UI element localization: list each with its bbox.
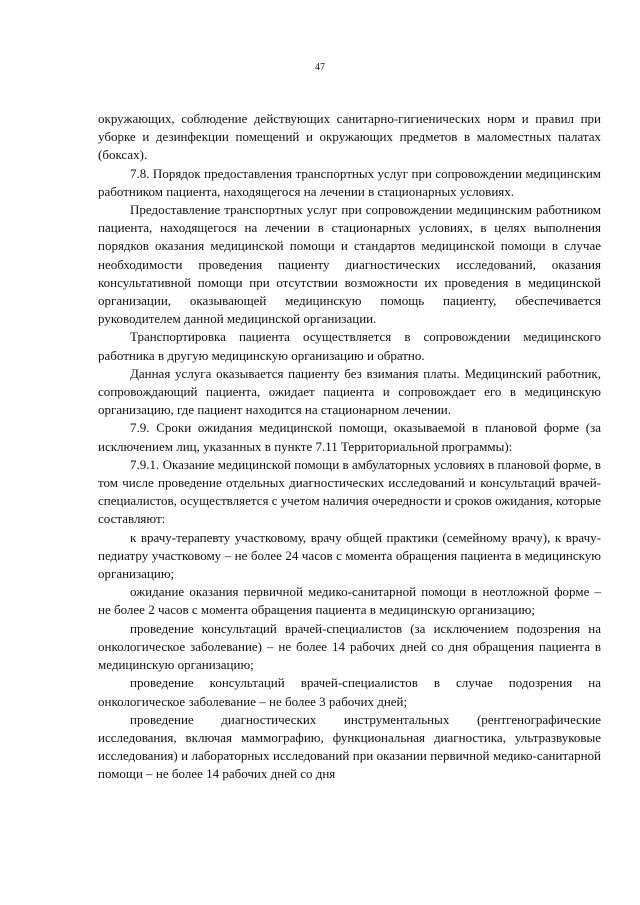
list-item-urgent-care: ожидание оказания первичной медико-санитарной помощи в неотложной форме – не более 2 часов с момента обращения пациента в медицинскую организацию; — [98, 584, 601, 618]
paragraph-transportation: Транспортировка пациента осуществляется в сопровождении медицинского работника в другую медицинскую организацию и обратно. — [98, 329, 601, 363]
paragraph-transport-services: Предоставление транспортных услуг при сопровождении медицинским работником пациента, находящегося на лечении в стационарных условиях, в целях выполнения порядков оказания медицинской помощи и стандартов медицинской помощи в случае необходимости проведения пациенту диагностических исследований, оказания консультативной помощи при отсутствии возможности их проведения в медицинской организации, оказывающей медицинскую помощь пациенту, обеспечивается руководителем данной медицинской организации. — [98, 202, 601, 327]
paragraph-7-9-1: 7.9.1. Оказание медицинской помощи в амбулаторных условиях в плановой форме, в том числе проведение отдельных диагностических исследований и консультаций врачей-специалистов, осуществляется с учетом наличия очередности и сроков ожидания, которые составляют: — [98, 456, 601, 527]
paragraph-continuation: окружающих, соблюдение действующих санитарно-гигиенических норм и правил при уборке и дезинфекции помещений и окружающих предметов в маломестных палатах (боксах). — [98, 111, 601, 163]
paragraph-7-9-heading: 7.9. Сроки ожидания медицинской помощи, оказываемой в плановой форме (за исключением лиц, указанных в пункте 7.11 Территориальной программы): — [98, 420, 601, 454]
document-body — [98, 110, 601, 784]
list-item-therapist: к врачу-терапевту участковому, врачу общей практики (семейному врачу), к врачу-педиатру участковому – не более 24 часов с момента обращения пациента в медицинскую организацию; — [98, 529, 601, 582]
paragraph-free-service: Данная услуга оказывается пациенту без взимания платы. Медицинский работник, сопровождающий пациента, ожидает пациента и сопровождает его в медицинскую организацию, где пациент находится на стационарном лечении. — [98, 365, 601, 418]
list-item-specialist-consult: проведение консультаций врачей-специалистов (за исключением подозрения на онкологическое заболевание) – не более 14 рабочих дней со дня обращения пациента в медицинскую организацию; — [98, 620, 601, 673]
list-item-oncology-consult: проведение консультаций врачей-специалистов в случае подозрения на онкологическое заболевание – не более 3 рабочих дней; — [98, 675, 601, 709]
page-number: 47 — [315, 62, 325, 73]
paragraph-7-8-heading: 7.8. Порядок предоставления транспортных услуг при сопровождении медицинским работником пациента, находящегося на лечении в стационарных условиях. — [98, 165, 601, 199]
list-item-diagnostics: проведение диагностических инструментальных (рентгенографические исследования, включая маммографию, функциональная диагностика, ультразвуковые исследования) и лабораторных исследований при оказании первичной медико-санитарной помощи – не более 14 рабочих дней со дня — [98, 711, 601, 782]
